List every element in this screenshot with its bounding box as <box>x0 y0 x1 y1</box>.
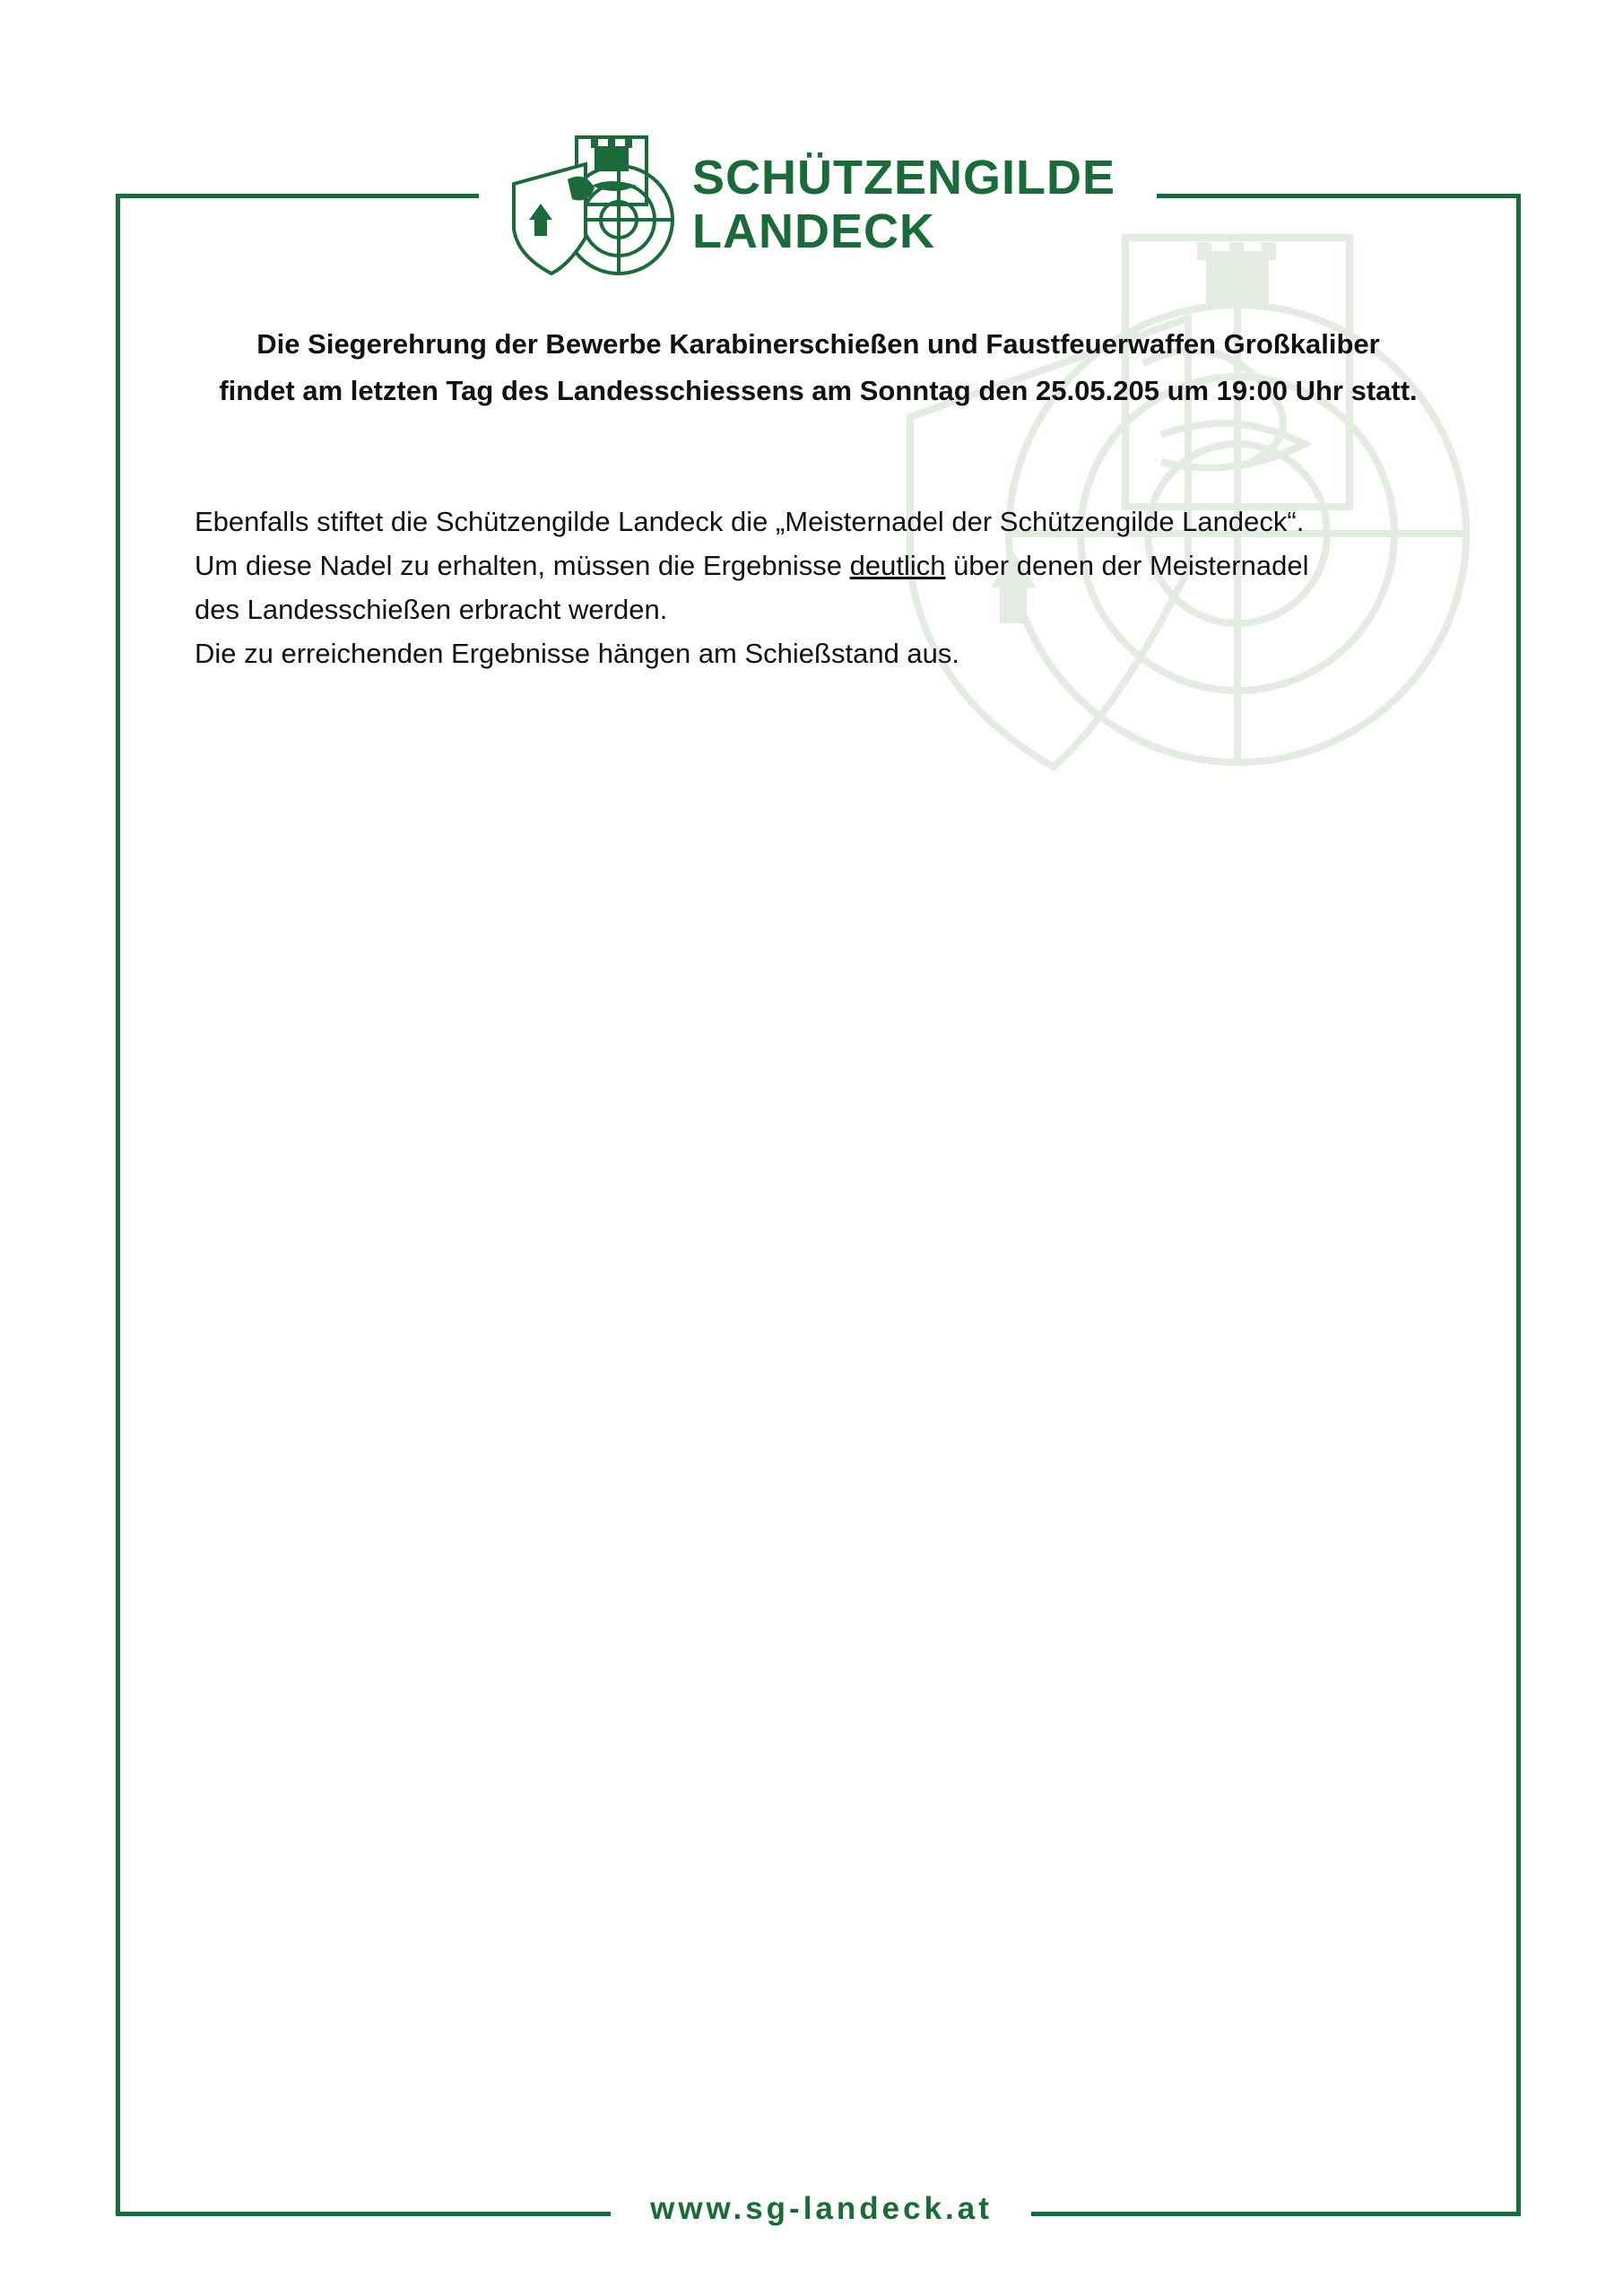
frame-top-left-line <box>116 194 479 198</box>
body-line-2-before: Um diese Nadel zu erhalten, müssen die Ergebnisse <box>195 550 850 581</box>
headline-line-1: Die Siegerehrung der Bewerbe Karabinerschießen und Faustfeuerwaffen Großkaliber <box>256 328 1380 360</box>
brand-wordmark <box>692 151 1115 258</box>
footer-website-link[interactable]: www.sg-landeck.at <box>650 2191 993 2226</box>
body-line-3: des Landesschießen erbracht werden. <box>195 594 668 625</box>
body-line-1: Ebenfalls stiftet die Schützengilde Landeck die „Meisternadel der Schützengilde Landeck“. <box>195 506 1305 537</box>
frame-right-line <box>1516 194 1521 2216</box>
club-crest-icon <box>507 130 686 283</box>
announcement-body <box>195 500 1450 675</box>
body-line-2-after: über denen der Meisternadel <box>945 550 1309 581</box>
announcement-headline <box>120 321 1516 414</box>
brand-line-1: SCHÜTZENGILDE <box>692 151 1115 204</box>
frame-top-right-line <box>1157 194 1521 198</box>
frame-bottom-left-line <box>116 2212 611 2216</box>
body-line-2 <box>195 544 1450 587</box>
body-line-4: Die zu erreichenden Ergebnisse hängen am Schießstand aus. <box>195 638 960 669</box>
brand-line-2: LANDECK <box>692 204 935 258</box>
frame-bottom-right-line <box>1031 2212 1521 2216</box>
body-line-2-underlined: deutlich <box>849 550 946 581</box>
headline-line-2: findet am letzten Tag des Landesschiessens am Sonntag den 25.05.205 um 19:00 Uhr statt. <box>219 375 1418 406</box>
frame-left-line <box>116 194 120 2216</box>
